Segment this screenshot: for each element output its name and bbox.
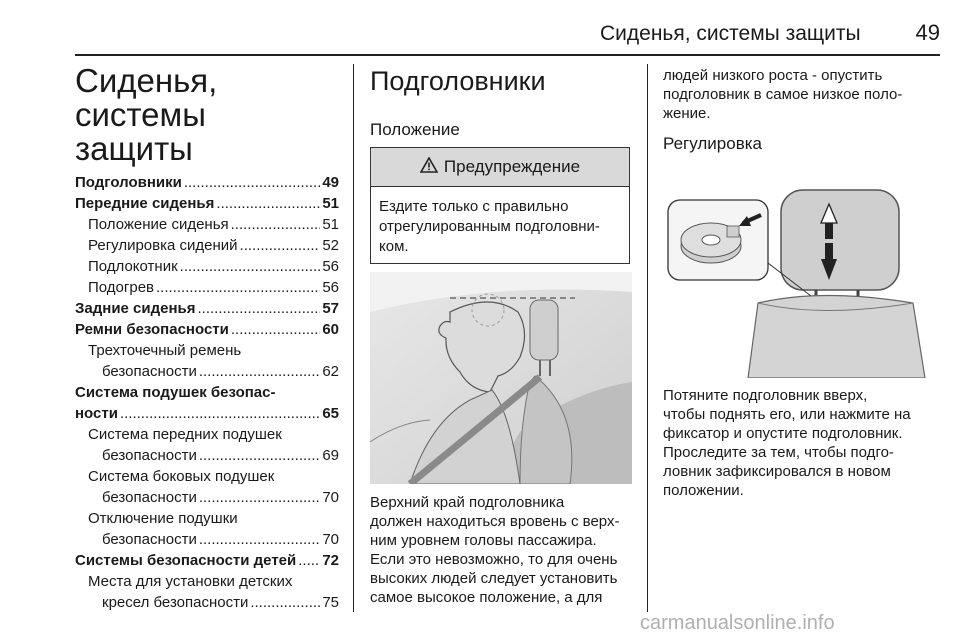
toc-entry-first-line[interactable]: Отключение подушки bbox=[88, 510, 238, 527]
toc-entry[interactable]: безопасности ..... 62 bbox=[75, 361, 339, 382]
toc-entry[interactable]: Подогрев ..... 56 bbox=[75, 277, 339, 298]
position-paragraph bbox=[370, 493, 640, 607]
toc-entry[interactable]: кресел безопасности ..... 75 bbox=[75, 592, 339, 613]
toc-entry[interactable]: Подлокотник ..... 56 bbox=[75, 256, 339, 277]
text-line: Верхний край подголовника bbox=[370, 494, 565, 511]
section-title: Подголовники bbox=[370, 66, 546, 96]
warning-text bbox=[371, 187, 629, 267]
column-divider-left bbox=[353, 64, 354, 612]
toc-entry-first-line[interactable]: Система передних подушек bbox=[88, 426, 282, 443]
text-line: подголовник в самое низкое поло- bbox=[663, 86, 903, 103]
warning-line: Ездите только с правильно bbox=[379, 198, 569, 215]
warning-box bbox=[370, 147, 630, 264]
toc-entry[interactable]: Ремни безопасности ..... 60 bbox=[75, 319, 339, 340]
text-line: положении. bbox=[663, 482, 744, 499]
chapter-title bbox=[75, 64, 345, 166]
text-line: людей низкого роста - опустить bbox=[663, 67, 883, 84]
position-paragraph-continued bbox=[663, 66, 938, 123]
warning-header bbox=[371, 148, 629, 187]
column-divider-right bbox=[647, 64, 648, 612]
text-line: высоких людей следует установить bbox=[370, 570, 618, 587]
headrest-adjustment-illustration bbox=[663, 168, 928, 378]
header-rule bbox=[75, 54, 940, 56]
table-of-contents bbox=[75, 172, 339, 613]
text-line: самое высокое положение, а для bbox=[370, 589, 603, 606]
toc-entry[interactable]: Системы безопасности детей ..... 72 bbox=[75, 550, 339, 571]
toc-entry-first-line[interactable]: Система боковых подушек bbox=[88, 468, 275, 485]
subsection-title: Регулировка bbox=[663, 134, 762, 153]
text-line: фиксатор и опустите подголовник. bbox=[663, 425, 903, 442]
watermark: carmanualsonline.info bbox=[640, 612, 835, 634]
text-line: чтобы поднять его, или нажмите на bbox=[663, 406, 911, 423]
text-line: Если это невозможно, то для очень bbox=[370, 551, 618, 568]
chapter-title-line: защиты bbox=[75, 130, 193, 167]
toc-entry[interactable]: Подголовники ..... 49 bbox=[75, 172, 339, 193]
adjustment-paragraph bbox=[663, 386, 943, 500]
toc-entry[interactable]: безопасности ..... 70 bbox=[75, 529, 339, 550]
text-line: ним уровнем головы пассажира. bbox=[370, 532, 597, 549]
toc-entry[interactable]: Передние сиденья ..... 51 bbox=[75, 193, 339, 214]
warning-triangle-icon bbox=[420, 157, 438, 178]
page-number: 49 bbox=[915, 20, 940, 45]
text-line: должен находиться вровень с верх- bbox=[370, 513, 620, 530]
text-line: жение. bbox=[663, 105, 711, 122]
toc-entry-first-line[interactable]: Места для установки детских bbox=[88, 573, 293, 590]
subsection-title: Положение bbox=[370, 120, 460, 139]
toc-entry[interactable]: безопасности ..... 69 bbox=[75, 445, 339, 466]
toc-entry[interactable]: Регулировка сидений ..... 52 bbox=[75, 235, 339, 256]
toc-entry[interactable]: безопасности ..... 70 bbox=[75, 487, 339, 508]
text-line: ловник зафиксировался в новом bbox=[663, 463, 891, 480]
toc-entry[interactable]: Положение сиденья ..... 51 bbox=[75, 214, 339, 235]
warning-line: ком. bbox=[379, 238, 409, 255]
running-header: Сиденья, системы защиты bbox=[600, 22, 861, 45]
toc-entry-first-line[interactable]: Система подушек безопас- bbox=[75, 384, 276, 401]
warning-line: отрегулированным подголовни- bbox=[379, 218, 600, 235]
text-line: Потяните подголовник вверх, bbox=[663, 387, 868, 404]
text-line: Проследите за тем, чтобы подго- bbox=[663, 444, 894, 461]
warning-title: Предупреждение bbox=[443, 157, 581, 176]
toc-entry-first-line[interactable]: Трехточечный ремень bbox=[88, 342, 242, 359]
toc-entry[interactable]: ности ..... 65 bbox=[75, 403, 339, 424]
headrest-position-illustration bbox=[370, 272, 632, 484]
chapter-title-line: Сиденья, системы bbox=[75, 62, 218, 133]
toc-entry[interactable]: Задние сиденья ..... 57 bbox=[75, 298, 339, 319]
